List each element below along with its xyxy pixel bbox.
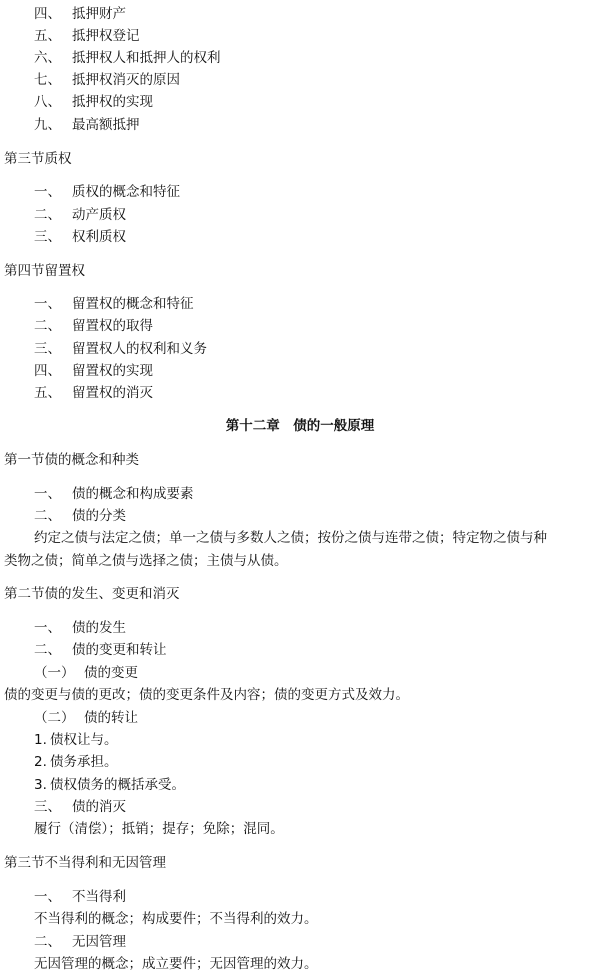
item-text: 留置权人的权利和义务 xyxy=(72,341,207,357)
item-number: 一、 xyxy=(34,620,61,636)
item-text: 抵押权消灭的原因 xyxy=(72,72,180,88)
item-text: 留置权的实现 xyxy=(72,363,153,379)
item-number: 一、 xyxy=(34,486,61,502)
paragraph-text: 债的变更与债的更改；债的变更条件及内容；债的变更方式及效力。 xyxy=(4,687,409,703)
item-number: 3. xyxy=(34,777,47,793)
list-item xyxy=(34,339,207,359)
list-item xyxy=(34,383,153,403)
list-item xyxy=(34,797,126,817)
paragraph-text: 履行（清偿）；抵销；提存；免除；混同。 xyxy=(34,821,284,837)
item-number: 三、 xyxy=(34,229,61,245)
item-text: 债权让与。 xyxy=(50,732,118,748)
item-text: 债权债务的概括承受。 xyxy=(50,777,185,793)
list-item xyxy=(34,618,126,638)
list-item xyxy=(34,26,140,46)
list-item xyxy=(34,227,126,247)
item-number: 1. xyxy=(34,732,47,748)
item-number: 九、 xyxy=(34,117,61,133)
list-item xyxy=(34,316,153,336)
paragraph-text: 类物之债；简单之债与选择之债；主债与从债。 xyxy=(4,553,288,569)
numbered-item xyxy=(34,730,118,750)
item-number: 二、 xyxy=(34,207,61,223)
section-heading: 第二节债的发生、变更和消灭 xyxy=(4,586,180,602)
item-text: 留置权的概念和特征 xyxy=(72,296,194,312)
item-text: 无因管理 xyxy=(72,934,126,950)
item-number: 八、 xyxy=(34,94,61,110)
section-heading: 第一节债的概念和种类 xyxy=(4,452,139,468)
item-number: 二、 xyxy=(34,642,61,658)
list-item xyxy=(34,484,194,504)
list-item xyxy=(34,294,194,314)
item-number: 三、 xyxy=(34,799,61,815)
list-item xyxy=(34,115,140,135)
list-item xyxy=(34,205,126,225)
paragraph-text: 约定之债与法定之债；单一之债与多数人之债；按份之债与连带之债；特定物之债与种 xyxy=(34,530,547,546)
section-heading: 第四节留置权 xyxy=(4,263,85,279)
item-text: 债的变更 xyxy=(84,665,138,681)
item-number: 一、 xyxy=(34,184,61,200)
section-heading: 第三节质权 xyxy=(4,151,72,167)
chapter-title: 第十二章 债的一般原理 xyxy=(225,418,375,434)
item-number: 五、 xyxy=(34,28,61,44)
list-item xyxy=(34,70,180,90)
item-number: 一、 xyxy=(34,296,61,312)
numbered-item xyxy=(34,775,185,795)
item-number: 七、 xyxy=(34,72,61,88)
sub-item xyxy=(34,708,138,728)
item-text: 抵押财产 xyxy=(72,6,126,22)
item-number: 一、 xyxy=(34,889,61,905)
item-text: 债的消灭 xyxy=(72,799,126,815)
item-number: （一） xyxy=(34,665,75,681)
list-item xyxy=(34,182,180,202)
section-heading: 第三节不当得利和无因管理 xyxy=(4,855,166,871)
list-item xyxy=(34,4,126,24)
item-text: 债的变更和转让 xyxy=(72,642,167,658)
list-item xyxy=(34,640,167,660)
sub-item xyxy=(34,663,138,683)
item-number: 四、 xyxy=(34,6,61,22)
numbered-item xyxy=(34,752,118,772)
item-number: （二） xyxy=(34,710,75,726)
item-text: 债的发生 xyxy=(72,620,126,636)
item-text: 动产质权 xyxy=(72,207,126,223)
item-text: 权利质权 xyxy=(72,229,126,245)
list-item xyxy=(34,506,126,526)
item-text: 债的概念和构成要素 xyxy=(72,486,194,502)
item-text: 留置权的消灭 xyxy=(72,385,153,401)
list-item xyxy=(34,48,221,68)
item-text: 不当得利 xyxy=(72,889,126,905)
item-number: 六、 xyxy=(34,50,61,66)
item-text: 债的转让 xyxy=(84,710,138,726)
item-text: 最高额抵押 xyxy=(72,117,140,133)
list-item xyxy=(34,932,126,952)
item-text: 质权的概念和特征 xyxy=(72,184,180,200)
list-item xyxy=(34,92,153,112)
list-item xyxy=(34,887,126,907)
item-text: 抵押权人和抵押人的权利 xyxy=(72,50,221,66)
item-number: 三、 xyxy=(34,341,61,357)
item-number: 二、 xyxy=(34,508,61,524)
item-number: 二、 xyxy=(34,318,61,334)
paragraph-text: 无因管理的概念；成立要件；无因管理的效力。 xyxy=(34,956,318,972)
item-number: 五、 xyxy=(34,385,61,401)
list-item xyxy=(34,361,153,381)
item-text: 抵押权登记 xyxy=(72,28,140,44)
item-text: 抵押权的实现 xyxy=(72,94,153,110)
item-text: 债务承担。 xyxy=(50,754,118,770)
item-text: 留置权的取得 xyxy=(72,318,153,334)
item-number: 二、 xyxy=(34,934,61,950)
paragraph-text: 不当得利的概念；构成要件；不当得利的效力。 xyxy=(34,911,318,927)
item-number: 2. xyxy=(34,754,47,770)
item-text: 债的分类 xyxy=(72,508,126,524)
item-number: 四、 xyxy=(34,363,61,379)
